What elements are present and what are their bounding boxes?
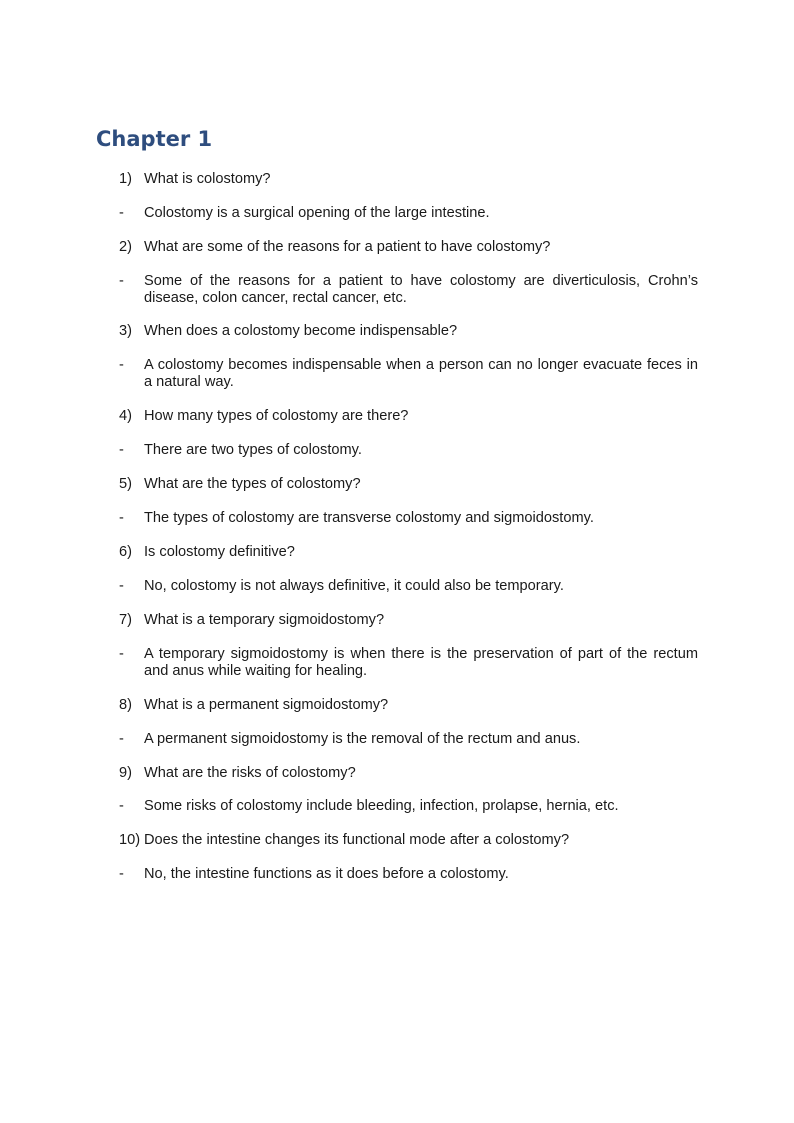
answer-dash: - [119, 273, 124, 289]
answer-item [119, 731, 699, 748]
answer-item [119, 578, 699, 595]
list-number: 5) [119, 476, 132, 492]
question-text: Does the intestine changes its functional mode after a colostomy? [144, 832, 570, 848]
question-item [119, 544, 699, 561]
question-text: What are some of the reasons for a patient to have colostomy? [144, 239, 551, 255]
answer-dash: - [119, 731, 124, 747]
answer-text: Colostomy is a surgical opening of the large intestine. [144, 205, 490, 221]
answer-dash: - [119, 205, 124, 221]
answer-dash: - [119, 442, 124, 458]
list-number: 8) [119, 697, 132, 713]
list-number: 9) [119, 765, 132, 781]
question-text: What is a temporary sigmoidostomy? [144, 612, 385, 628]
answer-text: A colostomy becomes indispensable when a person can no longer evacuate feces in a natural way. [144, 357, 698, 390]
chapter-title: Chapter 1 [96, 127, 213, 151]
answer-text: The types of colostomy are transverse colostomy and sigmoidostomy. [144, 510, 594, 526]
question-text: How many types of colostomy are there? [144, 408, 409, 424]
list-number: 1) [119, 171, 132, 187]
list-number: 3) [119, 323, 132, 339]
question-item [119, 408, 699, 425]
answer-item [119, 273, 699, 307]
answer-text: A permanent sigmoidostomy is the removal of the rectum and anus. [144, 731, 581, 747]
list-number: 10) [119, 832, 141, 848]
answer-text: No, colostomy is not always definitive, it could also be temporary. [144, 578, 564, 594]
question-item [119, 832, 699, 849]
list-number: 6) [119, 544, 132, 560]
question-text: What are the risks of colostomy? [144, 765, 356, 781]
question-item [119, 323, 699, 340]
answer-item [119, 357, 699, 391]
question-item [119, 239, 699, 256]
question-text: What is colostomy? [144, 171, 271, 187]
answer-text: Some risks of colostomy include bleeding, infection, prolapse, hernia, etc. [144, 798, 619, 814]
answer-dash: - [119, 646, 124, 662]
list-number: 2) [119, 239, 132, 255]
question-item [119, 697, 699, 714]
answer-dash: - [119, 357, 124, 373]
answer-item [119, 442, 699, 459]
answer-text: No, the intestine functions as it does before a colostomy. [144, 866, 509, 882]
answer-dash: - [119, 578, 124, 594]
answer-text: A temporary sigmoidostomy is when there is the preservation of part of the rectum and anus while waiting for healing. [144, 646, 698, 679]
question-text: What is a permanent sigmoidostomy? [144, 697, 389, 713]
answer-item [119, 510, 699, 527]
answer-dash: - [119, 866, 124, 882]
question-item [119, 612, 699, 629]
question-item [119, 476, 699, 493]
question-item [119, 171, 699, 188]
question-text: What are the types of colostomy? [144, 476, 361, 492]
answer-item [119, 866, 699, 883]
answer-dash: - [119, 798, 124, 814]
answer-dash: - [119, 510, 124, 526]
answer-item [119, 798, 699, 815]
answer-item [119, 205, 699, 222]
question-text: When does a colostomy become indispensable? [144, 323, 458, 339]
list-number: 4) [119, 408, 132, 424]
list-number: 7) [119, 612, 132, 628]
answer-item [119, 646, 699, 680]
answer-text: There are two types of colostomy. [144, 442, 362, 458]
answer-text: Some of the reasons for a patient to have colostomy are diverticulosis, Crohn’s disease, colon cancer, rectal cancer, etc. [144, 273, 698, 306]
question-item [119, 765, 699, 782]
question-text: Is colostomy definitive? [144, 544, 295, 560]
